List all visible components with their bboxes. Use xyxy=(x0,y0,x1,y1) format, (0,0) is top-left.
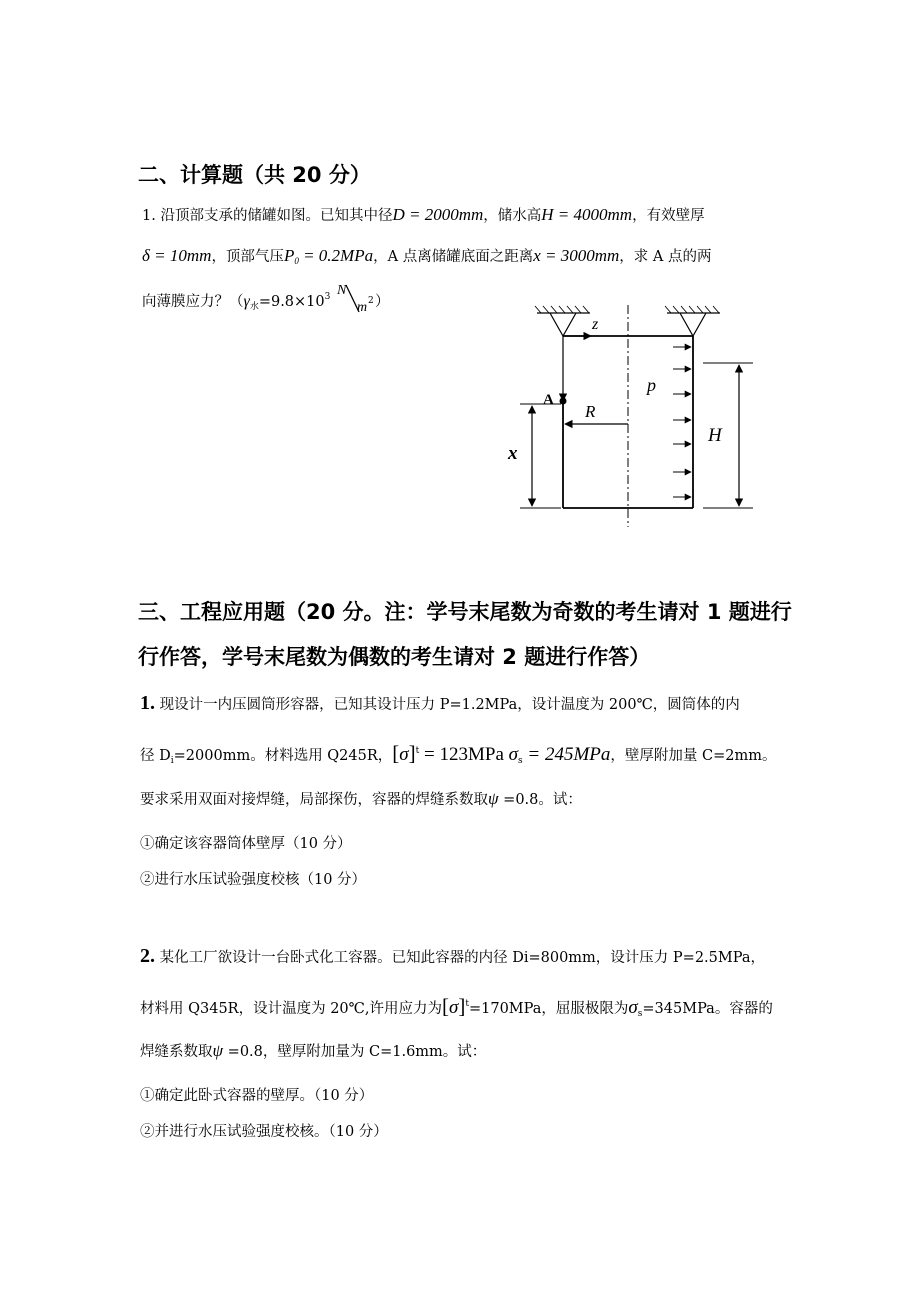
left-support xyxy=(535,306,590,336)
s3q1-item2: ②进行水压试验强度校核（10 分） xyxy=(140,872,367,888)
s3q1-line3: 要求采用双面对接焊缝，局部探伤，容器的焊缝系数取ψ =0.8。试： xyxy=(140,789,582,808)
gamma-sub: 水 xyxy=(249,302,259,312)
eq-diameter: D = 2000mm xyxy=(392,205,484,224)
s3q2-line3: 焊缝系数取ψ =0.8，壁厚附加量为 C=1.6mm。试： xyxy=(140,1041,487,1060)
gamma-symbol: γ xyxy=(243,293,250,310)
x-dimension xyxy=(520,404,561,508)
tank-figure xyxy=(495,305,785,530)
sigma-yield: σ xyxy=(508,744,519,765)
q1-text4: ，顶部气压 xyxy=(211,249,284,265)
q1-number: 1. xyxy=(142,208,156,224)
unit-m: m xyxy=(356,300,368,315)
s3q2-line1 xyxy=(140,945,765,968)
label-A: A xyxy=(543,392,554,408)
section3-title-line2: 行作答，学号末尾数为偶数的考生请对 2 题进行作答） xyxy=(138,645,651,669)
right-support xyxy=(665,306,720,336)
s3q1-text1: 现设计一内压圆筒形容器，已知其设计压力 P=1.2MPa，设计温度为 200℃，圆筒体的内 xyxy=(155,697,740,713)
label-R: R xyxy=(585,402,596,421)
q1-text8: ） xyxy=(374,294,390,310)
psi-symbol: ψ xyxy=(488,789,499,808)
q1-line2 xyxy=(142,245,711,266)
unit-N: N xyxy=(336,283,347,298)
q1-line1 xyxy=(142,204,705,225)
label-x: x xyxy=(508,443,518,464)
psi-symbol-2: ψ xyxy=(212,1041,224,1060)
s3q2-item1: ①确定此卧式容器的壁厚。（10 分） xyxy=(140,1088,374,1104)
s3q2-number: 2. xyxy=(140,945,155,967)
section2-title: 二、计算题（共 20 分） xyxy=(138,163,371,187)
s3q2-text1: 某化工厂欲设计一台卧式化工容器。已知此容器的内径 Di=800mm，设计压力 P=2.5MPa， xyxy=(155,950,765,966)
label-p: p xyxy=(647,375,656,395)
label-z: z xyxy=(592,316,599,333)
bracket-right: ] xyxy=(408,741,416,765)
s3q1-line2: 径 $D_i=2000mm$。材料选用 Q245R，$[\sigma]^t = 123MPa$ $\sigma_s = 245MPa$，壁厚附加量 C=2mm。 xyxy=(140,741,777,766)
unit-fraction xyxy=(335,283,375,315)
s3q2-line2: 材料用 Q345R，设计温度为 20℃,许用应力为$[\sigma]^t=170MPa$，屈服极限为$\sigma_s=345MPa$。容器的 xyxy=(140,994,773,1019)
sigma-allow-2: σ xyxy=(448,997,459,1018)
q1-text5: ，A 点离储罐底面之距离 xyxy=(373,249,534,265)
unit-exp: 2 xyxy=(367,296,374,306)
gamma-value: =9.8×10 xyxy=(258,294,325,310)
bracket-left: [ xyxy=(392,741,400,765)
q1-text1: 沿顶部支承的储罐如图。已知其中径 xyxy=(160,208,393,224)
s3q1-line1 xyxy=(140,692,740,715)
sigma-allow: σ xyxy=(399,744,409,765)
q1-text6: ，求 A 点的两 xyxy=(619,249,712,265)
s3q2-item2: ②并进行水压试验强度校核。（10 分） xyxy=(140,1124,388,1140)
pressure-arrows xyxy=(673,347,691,497)
q1-text3: ，有效壁厚 xyxy=(632,208,705,224)
point-A xyxy=(560,398,567,405)
sigma-yield-2: σ xyxy=(628,997,638,1018)
s3q1-item1: ①确定该容器筒体壁厚（10 分） xyxy=(140,836,352,852)
eq-distance: x = 3000mm xyxy=(533,246,620,265)
s3q1-number: 1. xyxy=(140,692,155,714)
section3-title-line1: 三、工程应用题（20 分。注：学号末尾数为奇数的考生请对 1 题进行 xyxy=(138,600,792,624)
q1-text2: ，储水高 xyxy=(483,208,542,224)
eq-thickness: δ = 10mm xyxy=(142,246,212,265)
gamma-exp: 3 xyxy=(324,292,331,302)
label-H: H xyxy=(708,425,722,446)
q1-line3 xyxy=(142,283,390,315)
eq-height: H = 4000mm xyxy=(541,205,633,224)
eq-pressure: $P_0 = 0.2MPa$ xyxy=(283,246,374,266)
q1-text7: 向薄膜应力？（ xyxy=(142,294,244,310)
